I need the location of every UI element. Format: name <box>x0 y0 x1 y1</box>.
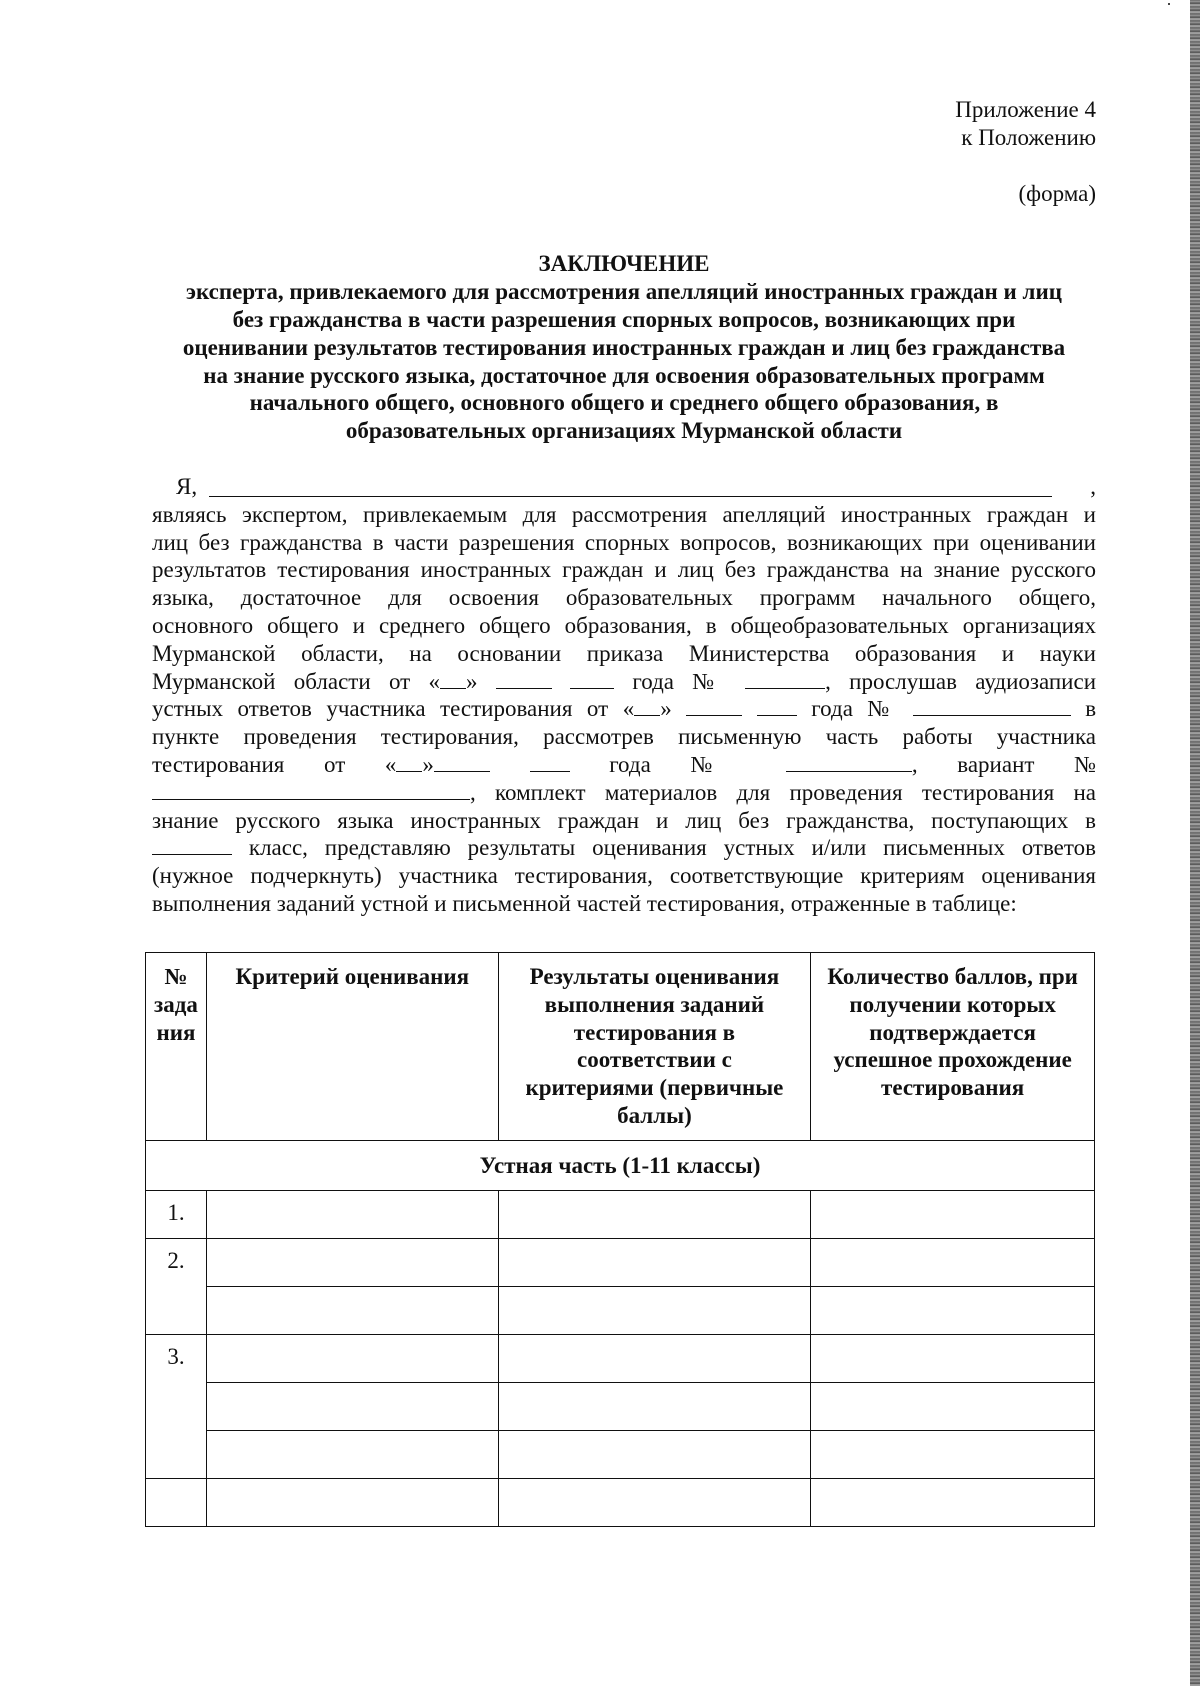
result-cell[interactable] <box>498 1191 811 1239</box>
header-results: Результаты оценивания выполнения заданий тестирования в соответствии с критериями (первичные баллы) <box>498 953 811 1141</box>
result-cell[interactable] <box>498 1287 811 1335</box>
oral-year-field[interactable] <box>757 697 797 716</box>
written-date-open: « <box>384 751 397 777</box>
body-line <box>152 751 1096 779</box>
subtitle-line: эксперта, привлекаемого для рассмотрения апелляций иностранных граждан и лиц <box>186 279 1062 305</box>
written-day-field[interactable] <box>396 753 422 772</box>
task-number: 3. <box>146 1335 207 1479</box>
written-number-sign: № <box>690 751 747 777</box>
result-cell[interactable] <box>498 1479 811 1527</box>
oral-suffix: в <box>1085 696 1097 722</box>
order-suffix: , прослушав аудиозаписи <box>825 668 1097 694</box>
order-day-field[interactable] <box>440 670 466 689</box>
ya-prefix: Я, <box>176 473 198 499</box>
grade-field[interactable] <box>152 836 232 855</box>
body-line: основного общего и среднего общего образования, в общеобразовательных организациях <box>152 612 1096 638</box>
variant-number-sign: № <box>1074 751 1097 777</box>
subtitle-line: начального общего, основного общего и среднего общего образования, в <box>249 390 999 416</box>
oral-date-prefix: устных ответов участника тестирования от « <box>152 696 635 722</box>
criterion-cell[interactable] <box>206 1287 498 1335</box>
variant-number-field[interactable] <box>152 781 470 800</box>
result-cell[interactable] <box>498 1239 811 1287</box>
criterion-cell[interactable] <box>206 1383 498 1431</box>
body-line: языка, достаточное для освоения образовательных программ начального общего, <box>152 585 1096 611</box>
subtitle-line: без гражданства в части разрешения спорных вопросов, возникающих при <box>232 306 1016 332</box>
points-cell[interactable] <box>811 1239 1095 1287</box>
oral-day-field[interactable] <box>634 697 660 716</box>
table-header-row <box>146 953 1095 1141</box>
written-month-field[interactable] <box>434 753 490 772</box>
body-line <box>152 834 1096 862</box>
points-cell[interactable] <box>811 1383 1095 1431</box>
document-subtitle <box>152 278 1096 445</box>
table-row <box>146 1335 1095 1383</box>
body-line: результатов тестирования иностранных граждан и лиц без гражданства на знание русского <box>152 557 1096 583</box>
result-cell[interactable] <box>498 1383 811 1431</box>
criteria-table <box>145 952 1095 1527</box>
order-year-field[interactable] <box>570 670 614 689</box>
body-paragraph <box>152 501 1096 918</box>
points-cell[interactable] <box>811 1287 1095 1335</box>
points-cell[interactable] <box>811 1479 1095 1527</box>
body-line: лиц без гражданства в части разрешения спорных вопросов, возникающих при оценивании <box>152 529 1096 555</box>
section-row <box>146 1141 1095 1191</box>
document-title: ЗАКЛЮЧЕНИЕ <box>538 251 710 277</box>
ya-suffix: , <box>1090 473 1096 499</box>
body-line: являясь экспертом, привлекаемым для рассмотрения апелляций иностранных граждан и <box>152 501 1096 527</box>
oral-month-field[interactable] <box>686 697 742 716</box>
task-number: 1. <box>146 1191 207 1239</box>
body-line <box>152 668 1096 696</box>
table-row <box>146 1479 1095 1527</box>
appendix-note <box>152 96 1096 152</box>
criterion-cell[interactable] <box>206 1431 498 1479</box>
order-year-label: года № <box>632 668 727 694</box>
order-date-prefix: Мурманской области от « <box>152 668 440 694</box>
points-cell[interactable] <box>811 1335 1095 1383</box>
written-year-label: года <box>609 751 651 777</box>
subtitle-line: образовательных организациях Мурманской области <box>345 418 903 444</box>
written-date-label: тестирования <box>152 751 285 777</box>
written-date-close: » <box>422 751 434 777</box>
body-line: Мурманской области, на основании приказа Министерства образования и науки <box>152 640 1096 666</box>
table-row <box>146 1431 1095 1479</box>
result-cell[interactable] <box>498 1431 811 1479</box>
table-row <box>146 1191 1095 1239</box>
expert-name-field[interactable] <box>209 474 1052 497</box>
criterion-cell[interactable] <box>206 1479 498 1527</box>
subtitle-line: на знание русского языка, достаточное для освоения образовательных программ <box>203 362 1045 388</box>
written-comma: , <box>911 751 918 777</box>
task-number-cell[interactable] <box>146 1479 207 1527</box>
order-number-field[interactable] <box>745 670 825 689</box>
form-note: (форма) <box>1018 180 1096 206</box>
scan-edge <box>1190 0 1200 1686</box>
result-cell[interactable] <box>498 1335 811 1383</box>
task-number: 2. <box>146 1239 207 1335</box>
oral-number-field[interactable] <box>913 697 1071 716</box>
section-oral: Устная часть (1-11 классы) <box>146 1141 1095 1191</box>
document-page <box>152 96 1096 918</box>
order-month-field[interactable] <box>496 670 552 689</box>
body-line <box>152 779 1096 807</box>
order-date-close: » <box>466 668 478 694</box>
points-cell[interactable] <box>811 1431 1095 1479</box>
oral-year-label: года № <box>811 696 899 722</box>
body-line: знание русского языка иностранных граждан и лиц без гражданства, поступающих в <box>152 807 1096 833</box>
body-line: пункте проведения тестирования, рассмотрев письменную часть работы участника <box>152 724 1096 750</box>
written-date-from: от <box>324 751 346 777</box>
header-criterion: Критерий оценивания <box>206 953 498 1141</box>
appendix-line-1: Приложение 4 <box>955 97 1096 122</box>
scan-speck <box>1168 3 1170 5</box>
body-line: выполнения заданий устной и письменной частей тестирования, отраженные в таблице: <box>152 890 1017 916</box>
written-number-field[interactable] <box>786 753 912 772</box>
body-line: (нужное подчеркнуть) участника тестирования, соответствующие критериям оценивания <box>152 863 1096 889</box>
header-points: Количество баллов, при получении которых подтверждается успешное прохождение тестирования <box>811 953 1095 1141</box>
header-task-number: № зада ния <box>146 953 207 1141</box>
points-cell[interactable] <box>811 1191 1095 1239</box>
criterion-cell[interactable] <box>206 1191 498 1239</box>
body-line <box>152 695 1096 723</box>
criterion-cell[interactable] <box>206 1335 498 1383</box>
oral-date-close: » <box>660 696 672 722</box>
written-year-field[interactable] <box>530 753 570 772</box>
table-row <box>146 1383 1095 1431</box>
criterion-cell[interactable] <box>206 1239 498 1287</box>
expert-name-line <box>152 473 1096 501</box>
table-row <box>146 1239 1095 1287</box>
variant-label: вариант <box>957 751 1035 777</box>
grade-text: класс, представляю результаты оценивания устных и/или письменных ответов <box>248 835 1097 861</box>
appendix-line-2: к Положению <box>961 124 1096 150</box>
table-row <box>146 1287 1095 1335</box>
subtitle-line: оценивании результатов тестирования иностранных граждан и лиц без гражданства <box>182 334 1066 360</box>
kit-text: , комплект материалов для проведения тестирования на <box>470 779 1096 805</box>
